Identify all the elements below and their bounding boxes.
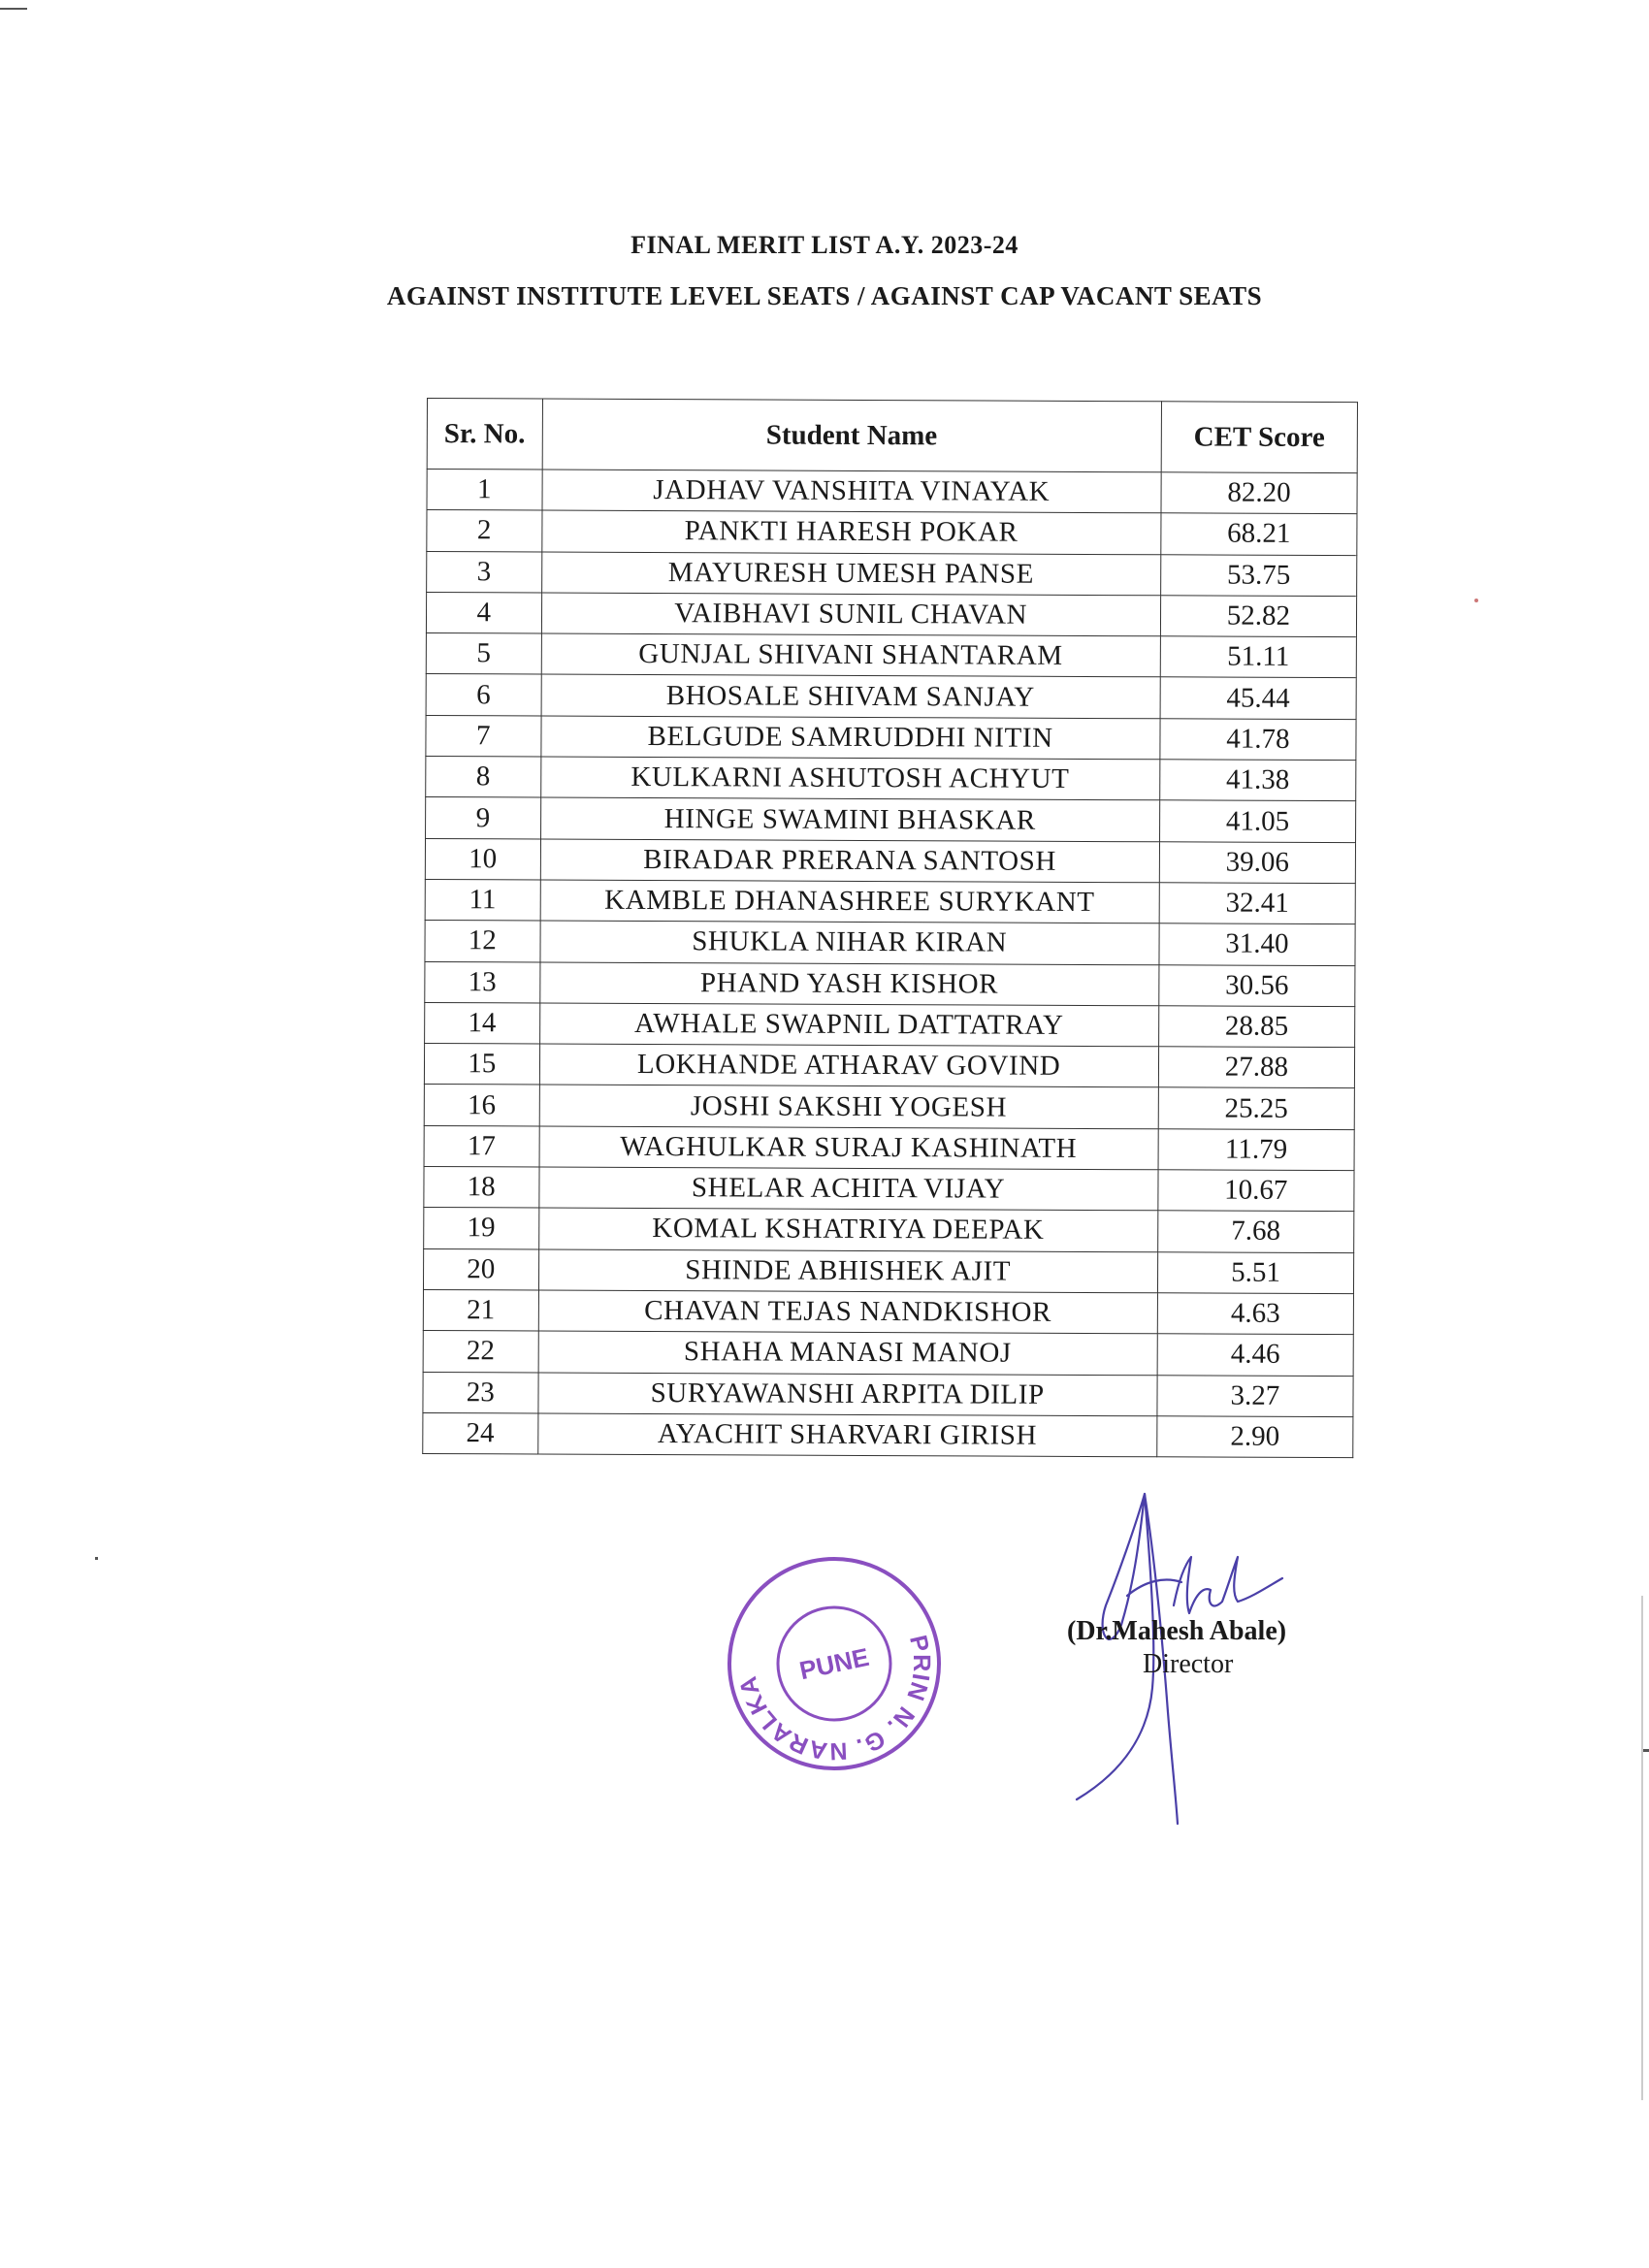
table-header	[427, 399, 1357, 473]
student-name-cell: HINGE SWAMINI BHASKAR	[540, 797, 1159, 841]
header-cet-score: CET Score	[1161, 402, 1358, 473]
table-row	[426, 674, 1356, 719]
student-name-cell: KOMAL KSHATRIYA DEEPAK	[538, 1208, 1157, 1251]
student-name-cell: SHELAR ACHITA VIJAY	[538, 1167, 1157, 1211]
cet-score-cell: 51.11	[1160, 636, 1356, 678]
sr-no-cell: 9	[426, 797, 541, 839]
student-name-cell: CHAVAN TEJAS NANDKISHOR	[538, 1290, 1157, 1334]
sr-no-cell: 12	[425, 921, 540, 962]
cet-score-cell: 28.85	[1158, 1006, 1354, 1048]
cet-score-cell: 32.41	[1159, 883, 1355, 924]
cet-score-cell: 39.06	[1159, 841, 1355, 883]
student-name-cell: JADHAV VANSHITA VINAYAK	[542, 470, 1161, 513]
table-row	[424, 1167, 1354, 1212]
sr-no-cell: 15	[424, 1044, 539, 1085]
table-row	[426, 797, 1356, 842]
student-name-cell: SHINDE ABHISHEK AJIT	[538, 1249, 1157, 1293]
stamp-center-text: PUNE	[796, 1641, 872, 1686]
student-name-cell: KAMBLE DHANASHREE SURYKANT	[540, 880, 1159, 923]
merit-table	[422, 398, 1358, 1458]
student-name-cell: GUNJAL SHIVANI SHANTARAM	[541, 633, 1160, 677]
table-row	[426, 757, 1356, 801]
sr-no-cell: 13	[425, 961, 540, 1003]
stamp-ring-text: PRIN N. G. NARALKAR	[733, 1633, 936, 1766]
table-row	[426, 592, 1356, 636]
student-name-cell: BELGUDE SAMRUDDHI NITIN	[540, 716, 1159, 760]
sr-no-cell: 8	[426, 757, 541, 798]
sr-no-cell: 6	[426, 674, 541, 716]
sr-no-cell: 14	[425, 1002, 540, 1044]
scan-edge-mark	[0, 8, 27, 10]
sr-no-cell: 24	[423, 1412, 538, 1454]
table-row	[427, 551, 1357, 596]
cet-score-cell: 41.05	[1159, 800, 1355, 842]
cet-score-cell: 41.78	[1160, 719, 1356, 761]
cet-score-cell: 52.82	[1160, 596, 1356, 637]
scan-speck	[95, 1557, 98, 1560]
sr-no-cell: 11	[425, 879, 540, 921]
cet-score-cell: 41.38	[1160, 760, 1356, 801]
student-name-cell: BIRADAR PRERANA SANTOSH	[540, 839, 1159, 883]
header-row	[427, 399, 1357, 473]
document-title: FINAL MERIT LIST A.Y. 2023-24	[630, 231, 1018, 259]
student-name-cell: PHAND YASH KISHOR	[539, 962, 1158, 1006]
cet-score-cell: 4.46	[1157, 1334, 1353, 1376]
cet-score-cell: 53.75	[1160, 554, 1356, 596]
cet-score-cell: 30.56	[1159, 964, 1355, 1006]
cet-score-cell: 3.27	[1157, 1375, 1353, 1416]
student-name-cell: KULKARNI ASHUTOSH ACHYUT	[540, 757, 1159, 800]
table-body	[423, 470, 1357, 1458]
sr-no-cell: 7	[426, 715, 541, 757]
table-row	[424, 1208, 1354, 1252]
table-row	[426, 715, 1356, 760]
signatory-name: (Dr.Mahesh Abale)	[1067, 1616, 1287, 1646]
sr-no-cell: 19	[424, 1208, 539, 1249]
cet-score-cell: 7.68	[1157, 1211, 1353, 1252]
cet-score-cell: 5.51	[1157, 1251, 1353, 1293]
sr-no-cell: 20	[423, 1248, 538, 1290]
table-row	[423, 1412, 1353, 1457]
cet-score-cell: 11.79	[1158, 1129, 1354, 1171]
student-name-cell: AWHALE SWAPNIL DATTATRAY	[539, 1003, 1158, 1047]
student-name-cell: VAIBHAVI SUNIL CHAVAN	[541, 593, 1160, 636]
cet-score-cell: 27.88	[1158, 1047, 1354, 1088]
table-row	[427, 510, 1357, 555]
cet-score-cell: 10.67	[1158, 1170, 1354, 1212]
header-student-name: Student Name	[542, 399, 1162, 472]
sr-no-cell: 5	[426, 633, 541, 675]
table-row	[427, 470, 1357, 514]
table-row	[425, 838, 1355, 883]
table-row	[425, 879, 1355, 923]
sr-no-cell: 22	[423, 1331, 538, 1373]
cet-score-cell: 82.20	[1161, 472, 1357, 514]
table-row	[425, 1002, 1355, 1047]
student-name-cell: LOKHANDE ATHARAV GOVIND	[539, 1044, 1158, 1087]
student-name-cell: MAYURESH UMESH PANSE	[541, 552, 1160, 596]
sr-no-cell: 21	[423, 1289, 538, 1331]
table-row	[423, 1331, 1353, 1376]
student-name-cell: PANKTI HARESH POKAR	[541, 510, 1160, 554]
cet-score-cell: 68.21	[1161, 513, 1357, 555]
signatory-title: Director	[1143, 1649, 1234, 1679]
cet-score-cell: 2.90	[1157, 1416, 1353, 1458]
cet-score-cell: 4.63	[1157, 1293, 1353, 1335]
table-row	[425, 961, 1355, 1006]
cet-score-cell: 25.25	[1158, 1087, 1354, 1129]
signatory-block	[1067, 1616, 1286, 1680]
student-name-cell: BHOSALE SHIVAM SANJAY	[541, 675, 1160, 719]
sr-no-cell: 2	[427, 510, 542, 552]
table-row	[424, 1044, 1354, 1088]
sr-no-cell: 18	[424, 1167, 539, 1209]
sr-no-cell: 1	[427, 470, 542, 511]
cet-score-cell: 31.40	[1159, 923, 1355, 965]
table-row	[425, 921, 1355, 965]
sr-no-cell: 4	[426, 592, 541, 633]
cet-score-cell: 45.44	[1160, 677, 1356, 719]
table-row	[424, 1085, 1354, 1129]
document-subtitle: AGAINST INSTITUTE LEVEL SEATS / AGAINST CAP VACANT SEATS	[386, 281, 1263, 310]
table-row	[423, 1248, 1353, 1293]
scan-edge-line	[1641, 1596, 1643, 2100]
student-name-cell: AYACHIT SHARVARI GIRISH	[537, 1413, 1156, 1457]
sr-no-cell: 3	[427, 551, 542, 593]
scan-speck	[1474, 599, 1478, 602]
student-name-cell: JOSHI SAKSHI YOGESH	[539, 1085, 1158, 1128]
header-sr-no: Sr. No.	[427, 399, 542, 470]
student-name-cell: WAGHULKAR SURAJ KASHINATH	[539, 1126, 1158, 1170]
table-row	[423, 1372, 1353, 1416]
sr-no-cell: 23	[423, 1372, 538, 1413]
table-row	[423, 1289, 1353, 1334]
student-name-cell: SHUKLA NIHAR KIRAN	[539, 921, 1158, 964]
student-name-cell: SHAHA MANASI MANOJ	[538, 1331, 1157, 1375]
sr-no-cell: 17	[424, 1125, 539, 1167]
institute-stamp	[723, 1552, 946, 1775]
table-row	[424, 1125, 1354, 1170]
student-name-cell: SURYAWANSHI ARPITA DILIP	[537, 1373, 1156, 1416]
sr-no-cell: 10	[425, 838, 540, 880]
sr-no-cell: 16	[424, 1085, 539, 1126]
table-row	[426, 633, 1356, 678]
